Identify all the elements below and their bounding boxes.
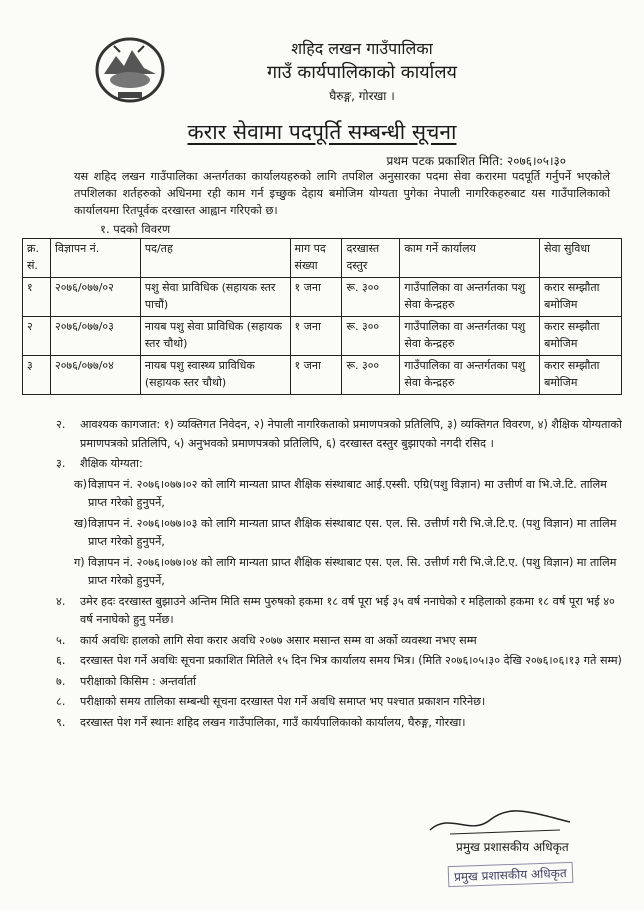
vacancy-table bbox=[22, 238, 622, 395]
item-number: ग) bbox=[74, 555, 85, 569]
table-row bbox=[23, 278, 622, 317]
item-text: परीक्षाको किसिम : अन्तर्वार्ता bbox=[80, 674, 197, 688]
item-text: विज्ञापन नं. २०७६।०७७।०२ को लागि मान्यता प्राप्त शैक्षिक संस्थाबाट आई.एस्सी. एग्रि(पशु विज्ञान) मा उत्तीर्ण वा भि.जे.टि. तालिम प्राप्त गरेको हुनुपर्ने, bbox=[88, 477, 607, 509]
signatory-title: प्रमुख प्रशासकीय अधिकृत bbox=[456, 840, 569, 854]
item-number: ७. bbox=[56, 674, 66, 688]
item-number: २. bbox=[56, 418, 66, 431]
cell-fee: रू. ३०० bbox=[342, 317, 400, 356]
list-item bbox=[56, 593, 626, 630]
cell-post: नायब पशु स्वास्थ्य प्राविधिक (सहायक स्तर चौथो) bbox=[140, 356, 290, 395]
cell-ad-no: २०७६/०७७/०३ bbox=[50, 317, 140, 356]
list-item bbox=[56, 693, 626, 712]
item-text: परीक्षाको समय तालिका सम्बन्धी सूचना दरखास्त पेश गर्ने अवधि समाप्त भए पश्चात प्रकाशन गरिनेछ। bbox=[80, 695, 486, 708]
cell-ad-no: २०७६/०७७/०२ bbox=[50, 278, 140, 317]
list-item bbox=[66, 476, 626, 513]
cell-count: १ जना bbox=[290, 278, 342, 317]
cell-fee: रू. ३०० bbox=[342, 278, 400, 317]
item-text: विज्ञापन नं. २०७६।०७७।०४ को लागि मान्यता प्राप्त शैक्षिक संस्थाबाट एस. एल. सि. उत्तीर्ण गरी भि.जे.टि.ए. (पशु विज्ञान) मा तालिम प्राप्त गरेको हुनुपर्ने, bbox=[88, 555, 617, 587]
cell-sn: ३ bbox=[23, 356, 51, 395]
cell-office: गाउँपालिका वा अन्तर्गतका पशु सेवा केन्द्रहरु bbox=[400, 317, 540, 356]
item-number: ५. bbox=[56, 633, 66, 647]
th-post: पद/तह bbox=[140, 239, 290, 278]
official-stamp: प्रमुख प्रशासकीय अधिकृत bbox=[448, 862, 573, 887]
item-text: शैक्षिक योग्यता: bbox=[80, 457, 143, 470]
item-number: ६. bbox=[56, 654, 66, 667]
cell-fee: रू. ३०० bbox=[342, 356, 400, 395]
item-number: ३. bbox=[56, 457, 66, 470]
table-header-row bbox=[23, 239, 622, 278]
th-facility: सेवा सुविधा bbox=[540, 239, 622, 278]
header-line-2: गाउँ कार्यपालिकाको कार्यालय bbox=[267, 62, 457, 83]
cell-facility: करार सम्झौता बमोजिम bbox=[540, 356, 622, 395]
cell-post: नायब पशु सेवा प्राविधिक (सहायक स्तर चौथो) bbox=[140, 317, 290, 356]
list-item bbox=[56, 673, 626, 692]
cell-facility: करार सम्झौता बमोजिम bbox=[540, 278, 622, 317]
list-item bbox=[56, 714, 626, 733]
section-1-heading: १. पदको विवरण bbox=[100, 222, 171, 236]
item-text: उमेर हदः दरखास्त बुझाउने अन्तिम मिति सम्म पुरुषको हकमा १८ वर्ष पूरा भई ३५ वर्ष ननाघेको र महिलाको हकमा १८ वर्ष पूरा भई ४० वर्ष ननाघेको हुनु पर्नेछ। bbox=[80, 594, 615, 626]
list-item bbox=[56, 455, 626, 474]
cell-office: गाउँपालिका वा अन्तर्गतका पशु सेवा केन्द्रहरु bbox=[400, 278, 540, 317]
item-text: दरखास्त पेश गर्ने अवधिः सूचना प्रकाशित मितिले १५ दिन भित्र कार्यालय समय भित्र। (मिति २०७६।०५।३० देखि २०७६।०६।१३ गते सम्म) bbox=[80, 654, 622, 667]
cell-count: १ जना bbox=[290, 356, 342, 395]
publication-date: प्रथम पटक प्रकाशित मिति: २०७६।०५।३० bbox=[386, 154, 566, 168]
th-fee: दरखास्त दस्तुर bbox=[342, 239, 400, 278]
cell-post: पशु सेवा प्राविधिक (सहायक स्तर पाचौं) bbox=[140, 278, 290, 317]
item-text: आवश्यक कागजात: १) व्यक्तिगत निवेदन, २) नेपाली नागरिकताको प्रमाणपत्रको प्रतिलिपि, ३) व्यक्तिगत विवरण, ४) शैक्षिक योग्यताको प्रमाणपत्रको प्रतिलिपि, ५) अनुभवको प्रमाणपत्रको प्रतिलिपि, ६) दरखास्त दस्तुर बुझाएको नगदी रसिद । bbox=[80, 418, 622, 450]
th-sn: क्र. सं. bbox=[23, 239, 51, 278]
intro-paragraph: यस शहिद लखन गाउँपालिका अन्तर्गतका कार्यालयहरुको लागि तपशिल अनुसारका पदमा सेवा करारमा पदपूर्ति गर्नुपर्ने भएकोले तपशिलका शर्तहरुको अधिनमा रही काम गर्न इच्छुक देहाय बमोजिम योग्यता पुगेका नेपाली नागरिकहरुबाट यस गाउँपालिकाको कार्यालयमा रितपूर्वक दरखास्त आह्वान गरिएको छ। bbox=[74, 170, 610, 217]
item-number: ख) bbox=[74, 516, 88, 530]
notice-title: करार सेवामा पदपूर्ति सम्बन्धी सूचना bbox=[187, 120, 457, 144]
table-row bbox=[23, 317, 622, 356]
item-text: कार्य अवधिः हालको लागि सेवा करार अवधि २०७७ असार मसान्त सम्म वा अर्को व्यवस्था नभए सम्म bbox=[80, 633, 477, 647]
cell-ad-no: २०७६/०७७/०४ bbox=[50, 356, 140, 395]
item-number: क) bbox=[74, 477, 87, 491]
table-row bbox=[23, 356, 622, 395]
list-item bbox=[56, 632, 626, 651]
item-number: ८. bbox=[56, 695, 66, 708]
list-item bbox=[66, 554, 626, 591]
header-line-1: शहिद लखन गाउँपालिका bbox=[291, 39, 433, 58]
cell-count: १ जना bbox=[290, 317, 342, 356]
th-count: माग पद संख्या bbox=[290, 239, 342, 278]
cell-office: गाउँपालिका वा अन्तर्गतका पशु सेवा केन्द्रहरु bbox=[400, 356, 540, 395]
cell-sn: १ bbox=[23, 278, 51, 317]
cell-facility: करार सम्झौता बमोजिम bbox=[540, 317, 622, 356]
item-number: ४. bbox=[56, 594, 66, 608]
list-item bbox=[66, 515, 626, 552]
item-text: विज्ञापन नं. २०७६।०७७।०३ को लागि मान्यता प्राप्त शैक्षिक संस्थाबाट एस. एल. सि. उत्तीर्ण गरी भि.जे.टि.ए. (पशु विज्ञान) मा तालिम प्राप्त गरेको हुनुपर्ने, bbox=[88, 516, 617, 548]
header-line-3: घैरुङ्ग, गोरखा । bbox=[329, 89, 395, 103]
item-text: दरखास्त पेश गर्ने स्थानः शहिद लखन गाउँपालिका, गाउँ कार्यपालिकाको कार्यालय, घैरुङ्ग, गोरखा। bbox=[80, 715, 466, 729]
list-item bbox=[56, 416, 626, 453]
th-office: काम गर्ने कार्यालय bbox=[400, 239, 540, 278]
conditions-list bbox=[56, 416, 626, 734]
item-number: ९. bbox=[56, 715, 66, 729]
th-ad-no: विज्ञापन नं. bbox=[50, 239, 140, 278]
list-item bbox=[56, 652, 626, 671]
cell-sn: २ bbox=[23, 317, 51, 356]
handwritten-signature-icon bbox=[420, 808, 580, 838]
